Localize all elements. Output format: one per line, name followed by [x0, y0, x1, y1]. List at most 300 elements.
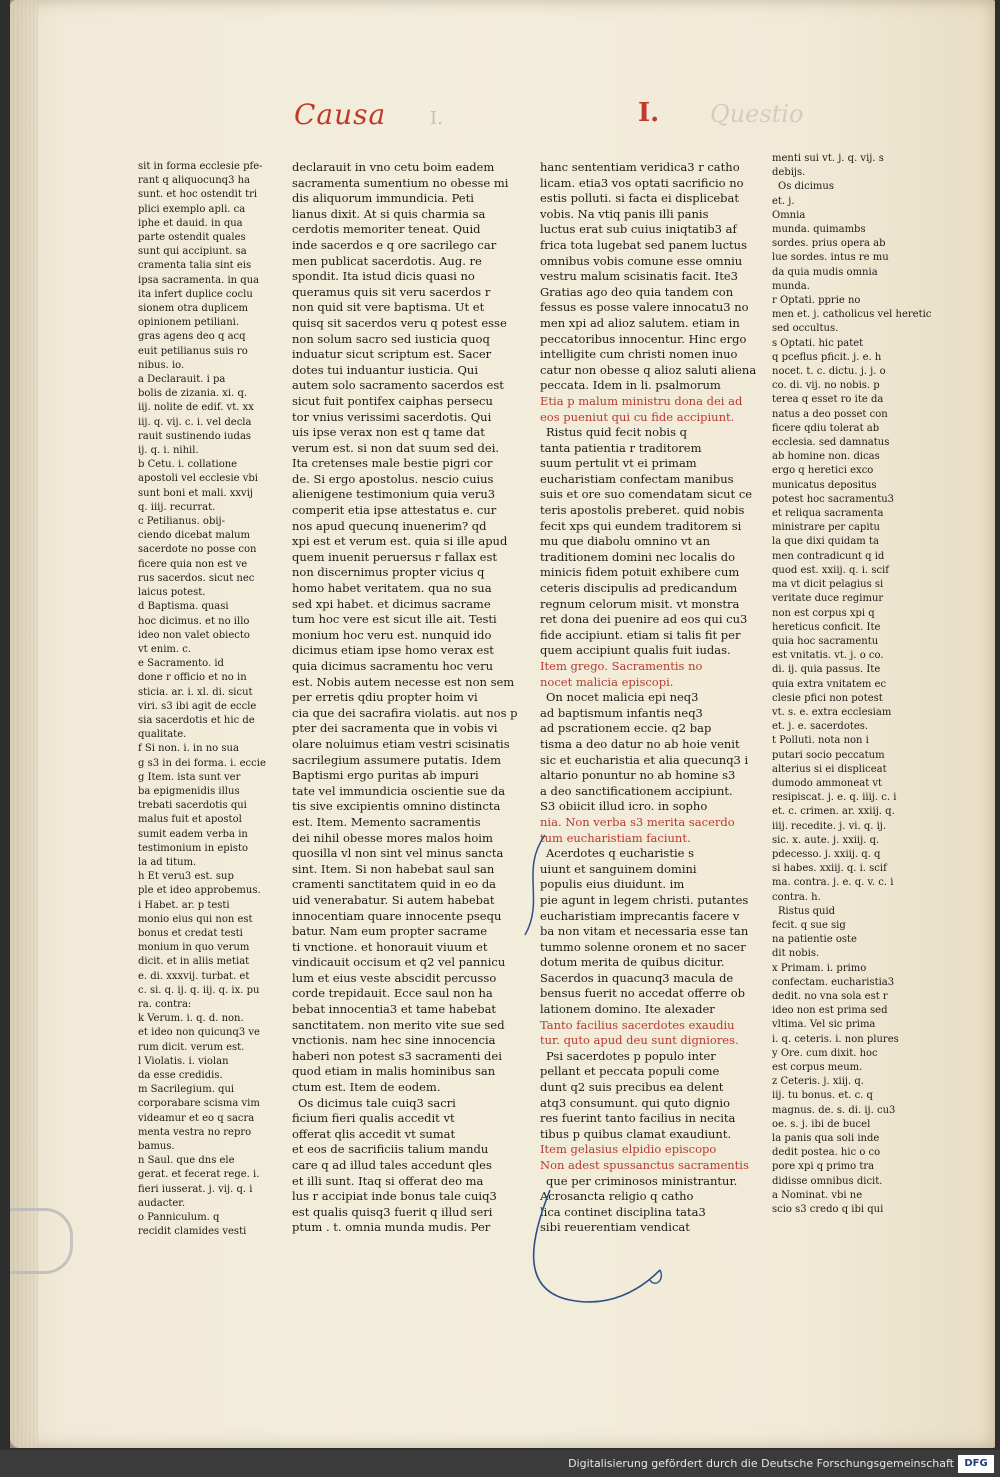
col3-line: res fuerint tanto facilius in necita: [540, 1111, 736, 1126]
col4-line: contra. h.: [772, 891, 821, 903]
col4-line: terea q esset ro ite da: [772, 394, 884, 406]
col2-line: dis aliquorum immundicia. Peti: [292, 191, 474, 206]
col4-line: Ristus quid: [778, 905, 836, 917]
col2-line: cia que dei sacrafira violatis. aut nos p: [292, 705, 518, 720]
col4-line: di. ij. quia passus. Ite: [772, 664, 881, 676]
col2-line: quem inuenit peruersus r fallax est: [292, 549, 497, 564]
col1-line: gerat. et fecerat rege. i.: [138, 1169, 260, 1181]
col1-line: opinionem petiliani.: [138, 317, 240, 329]
col4-line: est corpus meum.: [772, 1062, 863, 1073]
col1-line: b Cetu. i. collatione: [138, 459, 238, 471]
col1-line: trebati sacerdotis qui: [138, 800, 247, 812]
col3-line: Acrosancta religio q catho: [540, 1189, 694, 1204]
col2-line: dotes tui induantur iusticia. Qui: [292, 362, 479, 377]
col4-line: a Nominat. vbi ne: [772, 1189, 863, 1201]
col3-line: tur. quto apud deu sunt digniores.: [540, 1033, 739, 1048]
col1-line: apostoli vel ecclesie vbi: [138, 473, 258, 485]
col3-line: On nocet malicia epi neq3: [546, 690, 699, 705]
col2-line: cerdotis memoriter teneat. Quid: [292, 222, 481, 237]
running-head-show-through: Questio: [710, 100, 804, 128]
paper-clip: [10, 1208, 73, 1274]
col2-line: est. Item. Memento sacramentis: [292, 814, 481, 829]
col4-line: t Polluti. nota non i: [772, 735, 869, 747]
col4-line: didisse omnibus dicit.: [772, 1175, 883, 1187]
col1-line: qualitate.: [138, 729, 187, 741]
footer-bar: [0, 1452, 1000, 1477]
col3-line: atq3 consumunt. qui quto dignio: [540, 1095, 731, 1110]
col2-line: autem solo sacramento sacerdos est: [292, 378, 504, 393]
blue-initial-flourish-mid: [515, 830, 555, 940]
col4-line: potest hoc sacramentu3: [772, 493, 895, 505]
col4-line: alterius si ei displiceat: [772, 763, 887, 775]
col4-line: scio s3 credo q ibi qui: [772, 1204, 884, 1216]
col3-line: teris apostolis preberet. quid nobis: [540, 503, 745, 518]
col3-line: fecit xps qui eundem traditorem si: [540, 518, 742, 533]
col4-line: iiij. recedite. j. vi. q. ij.: [772, 820, 887, 832]
col1-line: bonus et credat testi: [138, 927, 243, 939]
col2-line: sed xpi habet. et dicimus sacrame: [292, 596, 491, 611]
col3-line: Psi sacerdotes p populo inter: [546, 1048, 716, 1063]
col1-line: gras agens deo q acq: [138, 331, 246, 343]
col2-line: ficium fieri qualis accedit vt: [292, 1111, 455, 1126]
col3-line: nia. Non verba s3 merita sacerdo: [540, 814, 735, 829]
col2-line: dicimus etiam ipse homo verax est: [292, 643, 494, 658]
col3-line: Non adest spussanctus sacramentis: [540, 1158, 749, 1172]
col1-line: q. iiij. recurrat.: [138, 501, 216, 513]
col3-line: minicis fidem potuit exhibere cum: [540, 565, 740, 580]
col1-line: la ad titum.: [138, 856, 197, 868]
col4-line: oe. s. j. ibi de bucel: [772, 1118, 871, 1130]
col1-line: rus sacerdos. sicut nec: [138, 572, 255, 584]
running-head-numeral: I.: [638, 98, 660, 128]
manuscript-page: [10, 0, 995, 1448]
col2-line: offerat qlis accedit vt sumat: [292, 1126, 456, 1141]
col4-line: pdecesso. j. xxiij. q. q: [772, 848, 881, 860]
col1-line: recidit clamides vesti: [138, 1226, 247, 1238]
col3-line: tummo solenne oronem et no sacer: [540, 939, 746, 954]
col4-line: men et. j. catholicus vel heretic: [772, 309, 932, 321]
col3-line: pie agunt in legem christi. putantes: [540, 892, 749, 907]
col1-line: e. di. xxxvij. turbat. et: [138, 970, 250, 982]
col4-line: quia extra vnitatem ec: [772, 678, 887, 690]
col3-line: pellant et peccata populi come: [540, 1064, 720, 1079]
col1-line: e Sacramento. id: [138, 658, 224, 670]
col4-line: da quia mudis omnia: [772, 266, 878, 278]
col4-line: et. j.: [772, 195, 795, 207]
col1-line: g Item. ista sunt ver: [138, 771, 241, 783]
col4-line: putari socio peccatum: [772, 749, 885, 761]
col3-line: ret dona dei puenire ad eos qui cu3: [540, 612, 748, 627]
col2-line: sicut fuit pontifex caiphas persecu: [292, 393, 493, 408]
col4-line: et reliqua sacramenta: [772, 508, 884, 520]
col1-line: ba epigmenidis illus: [138, 785, 240, 797]
col3-line: tisma a deo datur no ab hoie venit: [540, 736, 740, 751]
col2-line: per erretis qdiu propter hoim vi: [292, 690, 478, 705]
col3-line: vestru malum scisinatis facit. Ite3: [540, 269, 738, 284]
col1-line: sumit eadem verba in: [138, 828, 248, 840]
col4-line: dit nobis.: [772, 948, 820, 960]
col2-line: quosilla vl non sint vel minus sancta: [292, 846, 504, 861]
col2-line: lus r accipiat inde bonus tale cuiq3: [292, 1189, 497, 1204]
col2-line: quia dicimus sacramentu hoc veru: [292, 659, 493, 673]
col4-line: i. q. ceteris. i. non plures: [772, 1033, 899, 1045]
col3-line: tanta patientia r traditorem: [540, 440, 702, 455]
col1-line: nibus. io.: [138, 359, 185, 371]
col2-line: de. Si ergo apostolus. nescio cuius: [292, 471, 494, 486]
col2-line: tor vnius verissimi sacerdotis. Qui: [292, 409, 492, 424]
col1-line: menta vestra no repro: [138, 1126, 252, 1138]
col2-line: quisq sit sacerdos veru q potest esse: [292, 315, 507, 330]
col3-line: fide accipiunt. etiam si talis fit per: [540, 627, 741, 642]
col3-line: dunt q2 suis precibus ea delent: [540, 1080, 724, 1095]
col3-line: tum eucharistiam faciunt.: [540, 830, 691, 845]
col1-line: bolis de zizania. xi. q.: [138, 388, 248, 400]
col3-line: Item gelasius elpidio episcopo: [540, 1142, 717, 1157]
col2-line: vnctionis. nam hec sine innocencia: [292, 1033, 496, 1048]
col1-line: ita infert duplice coclu: [138, 288, 253, 300]
col3-line: eucharistiam imprecantis facere v: [540, 908, 740, 923]
col4-line: lue sordes. intus re mu: [772, 252, 889, 264]
col1-line: ficere quia non est ve: [138, 558, 248, 570]
col2-line: induatur sicut scriptum est. Sacer: [292, 347, 492, 362]
col4-line: nocet. t. c. dictu. j. j. o: [772, 366, 886, 378]
col2-line: uid venerabatur. Si autem habebat: [292, 892, 495, 907]
col1-line: sacerdote no posse con: [138, 544, 257, 556]
col4-line: s Optati. hic patet: [772, 337, 864, 349]
col4-line: non est corpus xpi q: [772, 607, 875, 619]
col4-line: sic. x. aute. j. xxiij. q.: [772, 834, 880, 846]
col4-line: ma vt dicit pelagius si: [772, 579, 884, 591]
col4-line: ergo q heretici exco: [772, 465, 874, 477]
blue-initial-flourish: [510, 1180, 670, 1320]
col1-line: ideo non valet obiecto: [138, 629, 250, 641]
col3-line: eucharistiam confectam manibus: [540, 471, 734, 486]
col2-line: Ita cretenses male bestie pigri cor: [292, 456, 493, 471]
col2-line: est qualis quisq3 fuerit q illud seri: [292, 1204, 493, 1219]
col1-line: fieri iusserat. j. vij. q. i: [138, 1183, 253, 1195]
col2-line: vindicauit occisum et q2 vel pannicu: [292, 955, 506, 970]
col2-line: nos apud quecunq inuenerim? qd: [292, 518, 487, 533]
col2-line: tate vel immundicia oscientie sue da: [292, 783, 506, 798]
col4-line: magnus. de. s. di. ij. cu3: [772, 1104, 896, 1116]
col2-line: comperit etia ipse attestatus e. cur: [292, 503, 497, 518]
col4-line: clesie pfici non potest: [772, 692, 883, 704]
col2-line: uis ipse verax non est q tame dat: [292, 425, 485, 440]
col1-line: monio eius qui non est: [138, 913, 253, 925]
col3-line: Gratias ago deo quia tandem con: [540, 284, 734, 299]
col1-line: malus fuit et apostol: [138, 814, 242, 826]
col2-line: xpi est et verum est. quia si ille apud: [292, 534, 508, 549]
col1-line: dicit. et in aliis metiat: [138, 956, 250, 968]
col2-line: homo habet veritatem. qua no sua: [292, 581, 492, 596]
col2-line: non discernimus propter vicius q: [292, 565, 485, 580]
col1-line: iij. nolite de edif. vt. xx: [138, 402, 254, 414]
running-head-faint-numeral: I.: [430, 108, 443, 129]
col4-line: la panis qua soli inde: [772, 1133, 880, 1145]
col2-line: inde sacerdos e q ore sacrilego car: [292, 237, 497, 252]
col2-line: olare noluimus etiam vestri scisinatis: [292, 736, 510, 751]
col2-line: sacrilegium assumere putatis. Idem: [292, 752, 501, 767]
col4-line: Omnia: [772, 209, 806, 221]
col4-line: si habes. xxiij. q. i. scif: [772, 863, 887, 875]
col3-line: omnibus vobis comune esse omniu: [540, 253, 743, 268]
col3-line: hanc sententiam veridica3 r catho: [540, 160, 740, 174]
col4-line: natus a deo posset con: [772, 408, 888, 420]
col1-line: k Verum. i. q. d. non.: [138, 1013, 244, 1025]
col2-line: batur. Nam eum propter sacrame: [292, 924, 488, 939]
col1-line: iphe et dauid. in qua: [138, 217, 243, 229]
col4-line: fecit. q sue sig: [772, 919, 846, 931]
col3-line: lationem domino. Ite alexader: [540, 1002, 715, 1017]
col1-line: hoc dicimus. et no illo: [138, 615, 250, 627]
col4-line: quia hoc sacramentu: [772, 635, 879, 647]
col4-line: q pceflus pficit. j. e. h: [772, 351, 882, 363]
col2-line: lianus dixit. At si quis charmia sa: [292, 206, 486, 221]
col1-line: g s3 in dei forma. i. eccie: [138, 757, 266, 769]
col1-line: euit petilianus suis ro: [138, 345, 248, 357]
col4-line: ecclesia. sed damnatus: [772, 437, 890, 449]
col2-line: care q ad illud tales accedunt qles: [292, 1158, 492, 1172]
gloss-column-left: [138, 160, 266, 1239]
col2-line: et illi sunt. Itaq si offerat deo ma: [292, 1173, 484, 1188]
col1-line: d Baptisma. quasi: [138, 601, 229, 613]
col2-line: Baptismi ergo puritas ab impuri: [292, 768, 479, 783]
col3-line: catur non obesse q alioz saluti aliena: [540, 362, 757, 377]
col4-line: confectam. eucharistia3: [772, 976, 895, 988]
col1-line: audacter.: [138, 1197, 186, 1209]
col3-line: que per criminosos ministrantur.: [546, 1173, 738, 1188]
col1-line: sia sacerdotis et hic de: [138, 714, 255, 726]
col3-line: peccatoribus innocentur. Hinc ergo: [540, 331, 747, 346]
col2-line: ti vnctione. et honorauit viuum et: [292, 939, 488, 954]
col3-line: estis polluti. si facta ei displicebat: [540, 191, 740, 206]
col4-line: z Ceteris. j. xiij. q.: [772, 1076, 864, 1088]
col3-line: ba non vitam et necessaria esse tan: [540, 924, 749, 939]
col1-line: f Si non. i. in no sua: [138, 743, 239, 755]
col2-line: tum hoc vere est sicut ille ait. Testi: [292, 612, 497, 627]
col3-line: Ristus quid fecit nobis q: [546, 425, 688, 440]
col1-line: n Saul. que dns ele: [138, 1155, 235, 1167]
col3-line: a deo sanctificationem accipiunt.: [540, 783, 733, 798]
col4-line: ministrare per capitu: [772, 522, 880, 534]
col2-line: corde trepidauit. Ecce saul non ha: [292, 986, 493, 1001]
col4-line: munda.: [772, 280, 810, 292]
col2-line: haberi non potest s3 sacramenti dei: [292, 1048, 502, 1063]
col4-line: municatus depositus: [772, 479, 877, 491]
col4-line: et. c. crimen. ar. xxiij. q.: [772, 806, 895, 818]
col4-line: co. di. vij. no nobis. p: [772, 380, 880, 392]
col1-line: bamus.: [138, 1141, 175, 1153]
col2-line: et eos de sacrificiis talium mandu: [292, 1142, 489, 1157]
col1-line: laicus potest.: [138, 587, 206, 599]
col1-line: monium in quo verum: [138, 942, 250, 954]
col2-line: Os dicimus tale cuiq3 sacri: [298, 1095, 456, 1110]
col2-line: lum et eius veste abscidit percusso: [292, 970, 497, 985]
col2-line: monium hoc veru est. nunquid ido: [292, 627, 492, 642]
col1-line: rum dicit. verum est.: [138, 1041, 245, 1053]
text-column-main-left: [292, 160, 517, 1236]
col4-line: resipiscat. j. e. q. iiij. c. i: [772, 792, 897, 804]
col4-line: menti sui vt. j. q. vij. s: [772, 153, 884, 164]
col4-line: quod est. xxiij. q. i. scif: [772, 564, 889, 576]
col1-line: i Habet. ar. p testi: [138, 899, 230, 911]
col1-line: sticia. ar. i. xl. di. sicut: [138, 686, 253, 698]
col2-line: verum est. si non dat suum sed dei.: [292, 440, 500, 455]
col1-line: corporabare scisma vim: [138, 1098, 260, 1110]
col1-line: et ideo non quicunq3 ve: [138, 1027, 260, 1039]
col2-line: men publicat sacerdotis. Aug. re: [292, 253, 482, 268]
col1-line: l Violatis. i. violan: [138, 1055, 229, 1067]
col3-line: peccata. Idem in li. psalmorum: [540, 378, 721, 393]
col4-line: ficere qdiu tolerat ab: [772, 422, 880, 434]
col3-line: ad baptismum infantis neq3: [540, 705, 703, 720]
col3-line: frica tota lugebat sed panem luctus: [540, 237, 747, 252]
dfg-logo: DFG: [958, 1455, 994, 1473]
col4-line: ab homine non. dicas: [772, 451, 880, 463]
col2-line: quod etiam in malis hominibus san: [292, 1064, 496, 1079]
col3-line: dotum merita de quibus dicitur.: [540, 955, 725, 970]
col1-line: cramenta talia sint eis: [138, 260, 252, 272]
col1-line: videamur et eo q sacra: [138, 1112, 255, 1124]
col3-line: altario ponuntur no ab homine s3: [540, 768, 736, 783]
col2-line: sacramenta sumentium no obesse mi: [292, 175, 509, 190]
col4-line: est vnitatis. vt. j. o co.: [772, 650, 884, 662]
col1-line: h Et veru3 est. sup: [138, 871, 234, 883]
col4-line: ma. contra. j. e. q. v. c. i: [772, 877, 894, 889]
col1-line: plici exemplo apli. ca: [138, 203, 246, 215]
col1-line: iij. q. vij. c. i. vel decla: [138, 416, 252, 428]
col2-line: sanctitatem. non merito vite sue sed: [292, 1017, 505, 1032]
col4-line: ideo non est prima sed: [772, 1005, 888, 1017]
col3-line: eos pueniut qui cu fide accipiunt.: [540, 409, 735, 424]
col3-line: S3 obiicit illud icro. in sopho: [540, 799, 708, 814]
col2-line: innocentiam quare innocente psequ: [292, 908, 502, 923]
col1-line: c. si. q. ij. q. iij. q. ix. pu: [138, 984, 260, 996]
col3-line: nocet malicia episcopi.: [540, 674, 674, 689]
col3-line: vobis. Na vtiq panis illi panis: [540, 206, 709, 221]
col1-line: parte ostendit quales: [138, 232, 246, 244]
col2-line: tis sive excipientis omnino distincta: [292, 799, 501, 814]
col3-line: men xpi ad alioz salutem. etiam in: [540, 315, 740, 330]
col4-line: sordes. prius opera ab: [772, 238, 886, 250]
col4-line: vltima. Vel sic prima: [772, 1019, 876, 1031]
col1-line: da esse credidis.: [138, 1070, 223, 1081]
col3-line: suum pertulit vt ei primam: [540, 456, 697, 471]
col3-line: luctus erat sub cuius iniqtatib3 af: [540, 222, 737, 237]
col2-line: spondit. Ita istud dicis quasi no: [292, 269, 475, 284]
col1-line: sit in forma ecclesie pfe-: [138, 161, 263, 172]
col1-line: viri. s3 ibi agit de eccle: [138, 700, 257, 712]
col3-line: tibus p quibus clamat exaudiunt.: [540, 1126, 732, 1141]
col3-line: mu que diabolu omnino vt an: [540, 534, 711, 549]
col3-line: ceteris discipulis ad predicandum: [540, 581, 738, 596]
col1-line: sionem otra duplicem: [138, 303, 248, 315]
col1-line: done r officio et no in: [138, 672, 247, 684]
col1-line: sunt. et hoc ostendit tri: [138, 189, 258, 201]
col4-line: munda. quimambs: [772, 224, 866, 236]
col4-line: hereticus conficit. Ite: [772, 621, 881, 633]
col2-line: alienigene testimonium quia veru3: [292, 487, 496, 502]
col4-line: dedit postea. hic o co: [772, 1147, 881, 1159]
col1-line: ij. q. i. nihil.: [138, 445, 199, 457]
col4-line: dumodo ammoneat vt: [772, 777, 883, 789]
col3-line: Etia p malum ministru dona dei ad: [540, 393, 743, 408]
col3-line: regnum celorum misit. vt monstra: [540, 596, 740, 611]
col1-line: sunt qui accipiunt. sa: [138, 246, 247, 258]
col3-line: populis eius diuidunt. im: [540, 877, 685, 892]
col2-line: ctum est. Item de eodem.: [292, 1080, 441, 1095]
running-head-causa: Causa: [294, 98, 387, 131]
col4-line: veritate duce regimur: [772, 593, 884, 605]
col3-line: sic et eucharistia et alia quecunq3 i: [540, 752, 749, 767]
gloss-column-right: [772, 152, 932, 1217]
col3-line: bensus fuerit no accedat offerre ob: [540, 986, 746, 1001]
col4-line: r Optati. pprie no: [772, 295, 861, 307]
col3-line: Acerdotes q eucharistie s: [546, 846, 694, 861]
col1-line: ra. contra:: [138, 998, 192, 1010]
col2-line: pter dei sacramenta que in vobis vi: [292, 721, 498, 736]
col2-line: non solum sacro sed iusticia quoq: [292, 331, 490, 346]
col3-line: lica continet disciplina tata3: [540, 1204, 706, 1219]
col1-line: rant q aliquocunq3 ha: [138, 175, 251, 187]
col4-line: pore xpi q primo tra: [772, 1161, 875, 1173]
col1-line: testimonium in episto: [138, 842, 249, 854]
col3-line: Item grego. Sacramentis no: [540, 659, 703, 673]
col4-line: vt. s. e. extra ecclesiam: [772, 706, 892, 718]
col2-line: cramenti sanctitatem quid in eo da: [292, 877, 497, 892]
col4-line: dedit. no vna sola est r: [772, 990, 888, 1002]
col4-line: sed occultus.: [772, 323, 839, 335]
col4-line: men contradicunt q id: [772, 550, 885, 562]
col1-line: c Petilianus. obij-: [138, 516, 226, 528]
col4-line: x Primam. i. primo: [772, 962, 867, 974]
col2-line: sint. Item. Si non habebat saul san: [292, 861, 495, 876]
col2-line: declarauit in vno cetu boim eadem: [292, 160, 495, 174]
col4-line: Os dicimus: [778, 181, 834, 193]
col3-line: intelligite cum christi nomen inuo: [540, 347, 738, 362]
col2-line: bebat innocentia3 et tame habebat: [292, 1002, 497, 1017]
col3-line: Tanto facilius sacerdotes exaudiu: [540, 1017, 735, 1032]
col4-line: et. j. e. sacerdotes.: [772, 721, 869, 733]
col1-line: rauit sustinendo iudas: [138, 430, 252, 442]
col2-line: est. Nobis autem necesse est non sem: [292, 674, 515, 689]
col1-line: o Panniculum. q: [138, 1212, 220, 1224]
col4-line: na patientie oste: [772, 934, 857, 946]
col1-line: ple et ideo approbemus.: [138, 885, 261, 897]
col2-line: queramus quis sit veru sacerdos r: [292, 284, 491, 299]
col1-line: a Declarauit. i pa: [138, 374, 226, 386]
col4-line: y Ore. cum dixit. hoc: [772, 1047, 878, 1059]
col2-line: non quid sit vere baptisma. Ut et: [292, 300, 485, 315]
col4-line: la que dixi quidam ta: [772, 536, 879, 548]
col3-line: suis et ore suo comendatam sicut ce: [540, 487, 753, 502]
col3-line: Sacerdos in quacunq3 macula de: [540, 970, 734, 985]
col1-line: ipsa sacramenta. in qua: [138, 274, 260, 286]
col2-line: ptum . t. omnia munda mudis. Per: [292, 1220, 491, 1235]
col3-line: uiunt et sanguinem domini: [540, 861, 697, 876]
col1-line: ciendo dicebat malum: [138, 530, 251, 542]
col3-line: traditionem domini nec localis do: [540, 549, 736, 564]
col3-line: sibi reuerentiam vendicat: [540, 1220, 690, 1235]
col1-line: vt enim. c.: [138, 643, 192, 655]
funding-credit: Digitalisierung gefördert durch die Deutsche Forschungsgemeinschaft: [568, 1457, 954, 1470]
col4-line: debijs.: [772, 167, 806, 179]
col3-line: quem accipiunt qualis fuit iudas.: [540, 643, 731, 658]
col1-line: sunt boni et mali. xxvij: [138, 487, 253, 499]
col1-line: m Sacrilegium. qui: [138, 1084, 235, 1096]
text-column-main-right: [540, 160, 768, 1236]
col2-line: dei nihil obesse mores malos hoim: [292, 830, 493, 845]
